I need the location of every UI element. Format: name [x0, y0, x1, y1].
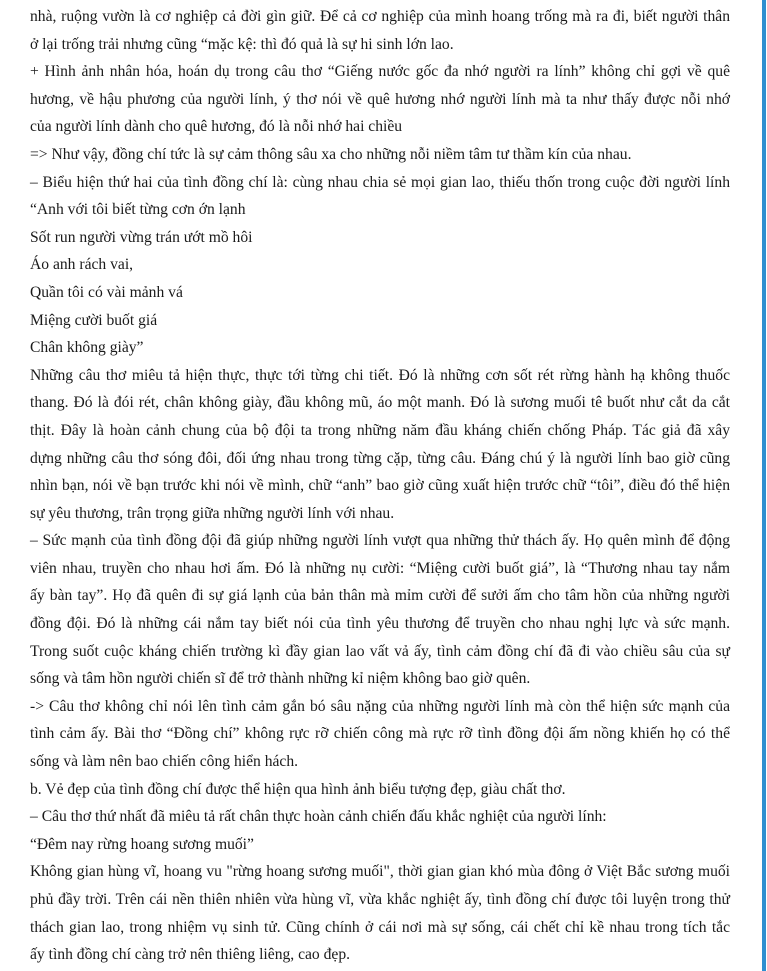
- text-line: Những câu thơ miêu tả hiện thực, thực tới từng chi tiết. Đó là những cơn sốt rét rừng hành hạ không thuốc: [30, 366, 730, 384]
- text-line: -> Câu thơ không chỉ nói lên tình cảm gắn bó sâu nặng của những người lính mà còn thể hiện sức mạnh của: [30, 697, 730, 715]
- text-line: ấy bàn tay”. Họ đã quên đi sự giá lạnh của bản thân mà mỉm cười để sưởi ấm cho tâm hồn của những người: [30, 587, 730, 605]
- text-line: thách gian lao, trong nhiệm vụ sinh tử. Cũng chính ở cái nơi mà sự sống, cái chết chỉ kề nhau trong tích tắc: [30, 918, 730, 936]
- text-line: “Đêm nay rừng hoang sương muối”: [30, 835, 254, 853]
- text-line: viên nhau, truyền cho nhau hơi ấm. Đó là những nụ cười: “Miệng cười buốt giá”, là “Thương nhau tay nắm: [30, 559, 730, 577]
- text-line: Trong suốt cuộc kháng chiến trường kì đầy gian lao vất vả ấy, tình cảm đồng chí đã đi vào chiều sâu của sự: [30, 642, 730, 660]
- text-line: sự yêu thương, trân trọng giữa những người lính với nhau.: [30, 504, 395, 522]
- text-line: => Như vậy, đồng chí tức là sự cảm thông sâu xa cho những nỗi niềm tâm tư thầm kín của nhau.: [30, 145, 632, 163]
- text-line: hương, về hậu phương của người lính, ý thơ nói về quê hương nhớ người lính mà ta như thấy được nỗi nhớ: [30, 90, 730, 108]
- text-line: đồng đội. Đó là những cái nắm tay biết nói của tình yêu thương để truyền cho nhau nghị lực và sức mạnh.: [30, 615, 730, 633]
- right-edge-decorative-line: [762, 0, 766, 971]
- text-line: thịt. Đây là hoàn cảnh chung của bộ đội ta trong những năm đầu kháng chiến chống Pháp. Tác giả đã xây: [30, 421, 730, 439]
- text-line: ấy tình đồng chí càng trở nên thiêng liêng, cao đẹp.: [30, 946, 351, 964]
- text-line: Sốt run người vừng trán ướt mồ hôi: [30, 228, 253, 246]
- text-line: thang. Đó là đói rét, chân không giày, đầu không mũ, áo một manh. Đó là sương muối tê buốt như cắt da cắt: [30, 394, 730, 412]
- text-line: dựng những câu thơ sóng đôi, đối ứng nhau trong từng cặp, từng câu. Đáng chú ý là người lính bao giờ cũng: [30, 449, 730, 467]
- text-line: ở lại trống trải nhưng cũng “mặc kệ: thì đó quả là sự hi sinh lớn lao.: [30, 35, 454, 53]
- text-line: sống và tâm hồn người chiến sĩ để trở thành những kỉ niệm không bao giờ quên.: [30, 670, 531, 688]
- text-line: Quần tôi có vài mảnh vá: [30, 283, 183, 301]
- document-body: [30, 3, 730, 969]
- text-line: + Hình ảnh nhân hóa, hoán dụ trong câu thơ “Giếng nước gốc đa nhớ người ra lính” không chỉ gợi về quê: [30, 63, 730, 81]
- text-line: – Biểu hiện thứ hai của tình đồng chí là: cùng nhau chia sẻ mọi gian lao, thiếu thốn trong cuộc đời người lính: [30, 173, 730, 191]
- text-line: b. Vẻ đẹp của tình đồng chí được thể hiện qua hình ảnh biểu tượng đẹp, giàu chất thơ.: [30, 780, 566, 798]
- text-line: Miệng cười buốt giá: [30, 311, 158, 329]
- text-line: Chân không giày”: [30, 339, 144, 357]
- text-line: – Sức mạnh của tình đồng đội đã giúp những người lính vượt qua những thử thách ấy. Họ quên mình để động: [30, 532, 730, 550]
- text-line: “Anh với tôi biết từng cơn ớn lạnh: [30, 201, 246, 219]
- text-line: – Câu thơ thứ nhất đã miêu tả rất chân thực hoàn cảnh chiến đấu khắc nghiệt của người lính:: [30, 808, 607, 826]
- text-line: tình cảm ấy. Bài thơ “Đồng chí” không rực rỡ chiến công mà rực rỡ tình đồng đội ấm nồng khiến họ có thể: [30, 725, 730, 743]
- text-line: Áo anh rách vai,: [30, 256, 134, 274]
- text-line: nhà, ruộng vườn là cơ nghiệp cả đời gìn giữ. Để cả cơ nghiệp của mình hoang trống mà ra đi, biết người thân: [30, 8, 730, 25]
- text-line: của người lính dành cho quê hương, đó là nỗi nhớ hai chiều: [30, 118, 403, 136]
- text-line: Không gian hùng vĩ, hoang vu "rừng hoang sương muối", thời gian gian khó mùa đông ở Việt Bắc sương muối: [30, 863, 730, 881]
- text-line: sống và làm nên bao chiến công hiển hách.: [30, 753, 299, 771]
- text-line: phủ đầy trời. Trên cái nền thiên nhiên vừa hùng vĩ, vừa khắc nghiệt ấy, tình đồng chí được tôi luyện trong thử: [30, 891, 730, 908]
- text-line: nhìn bạn, nói về bạn trước khi nói về mình, chữ “anh” bao giờ cũng xuất hiện trước chữ “tôi”, điều đó thể hiện: [30, 477, 730, 495]
